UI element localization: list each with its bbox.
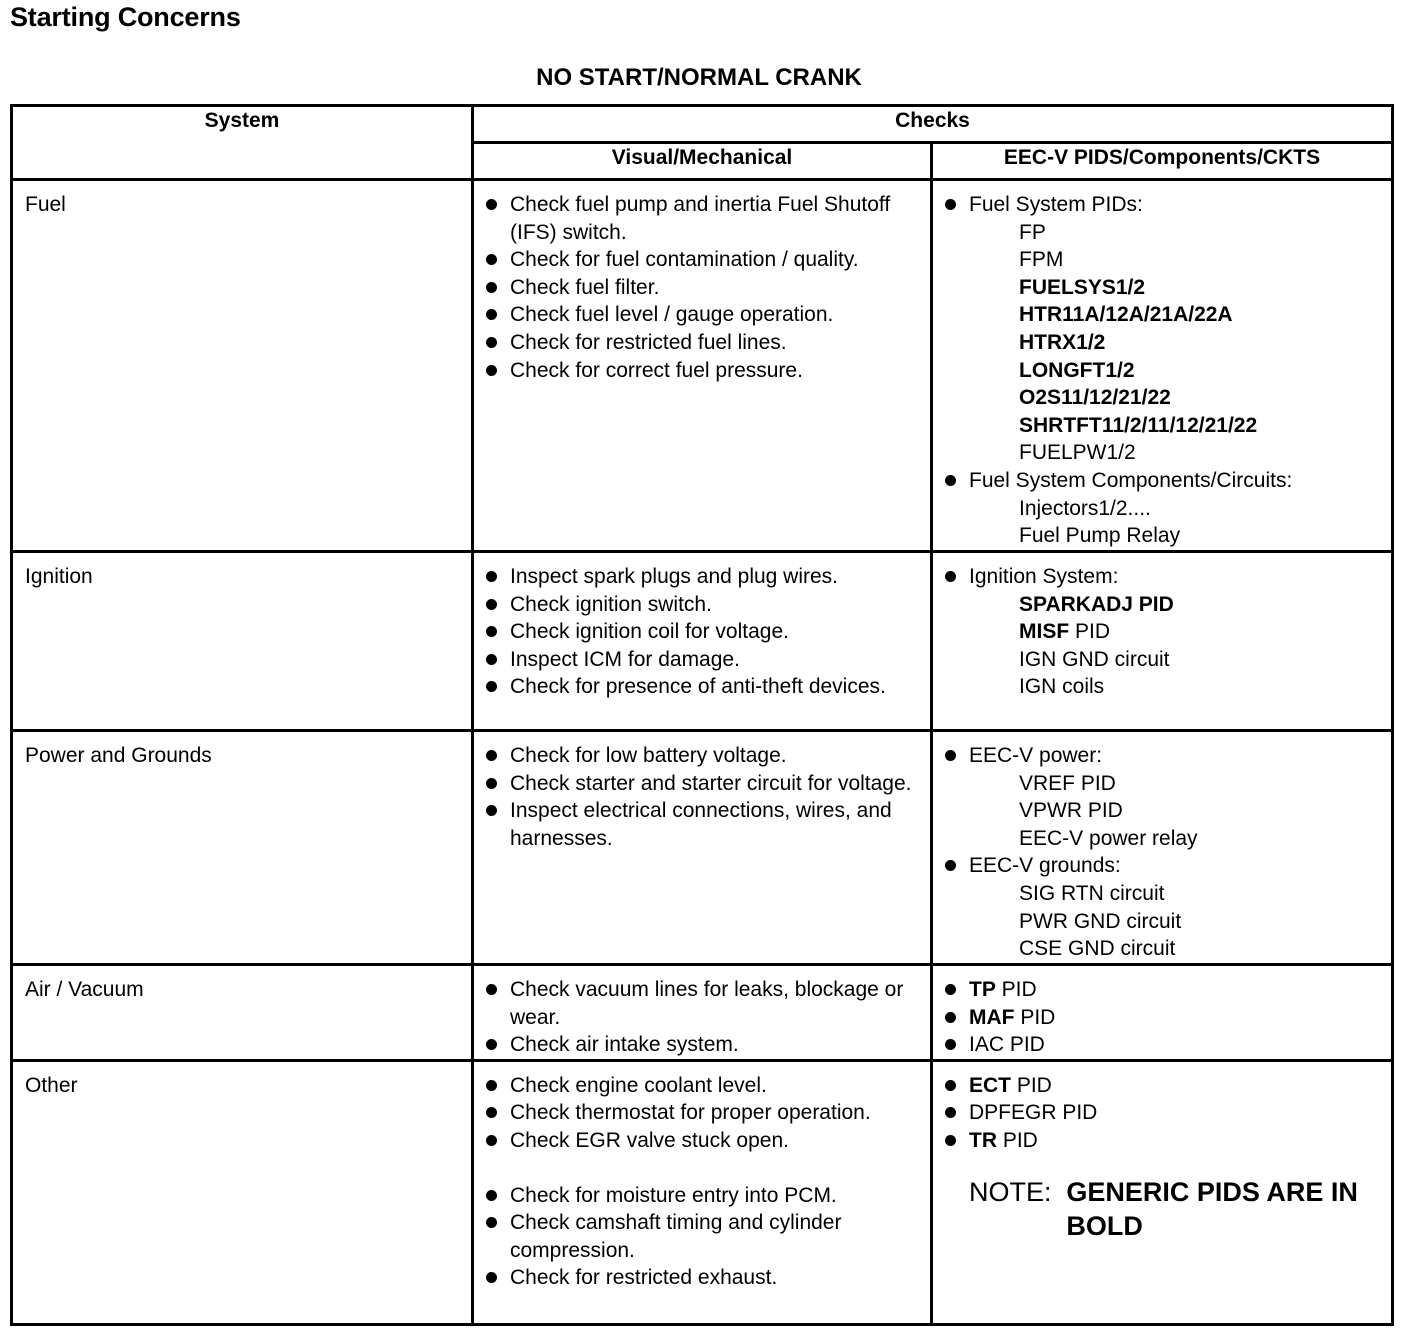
pid-item: FP: [1019, 220, 1046, 244]
eec-cell: [932, 965, 1393, 1061]
pid-item: [943, 1099, 1387, 1127]
eec-cell: [932, 180, 1393, 552]
visual-checks-cell: [473, 1060, 932, 1324]
eec-cell: [932, 1060, 1393, 1324]
checks-header: Checks: [473, 106, 1393, 143]
pid-item: [969, 618, 1387, 646]
pid-item: SPARKADJ PID: [1019, 592, 1174, 616]
spacer: [484, 1155, 924, 1182]
pid-item: [943, 1072, 1387, 1100]
check-item: Check vacuum lines for leaks, blockage or wear.: [484, 976, 924, 1031]
table-row-other: [12, 1060, 1393, 1324]
circuit-item: CSE GND circuit: [1019, 937, 1176, 961]
check-item: Inspect spark plugs and plug wires.: [484, 563, 924, 591]
system-cell: [12, 1060, 473, 1324]
eec-cell: [932, 731, 1393, 965]
note-text: GENERIC PIDS ARE IN BOLD: [1066, 1176, 1358, 1241]
pid-name: TP: [969, 978, 996, 1001]
eec-group-label: Ignition System:: [969, 565, 1119, 588]
check-item: Check for low battery voltage.: [484, 742, 924, 770]
pid-item: SHRTFT11/2/11/12/21/22: [1019, 413, 1258, 437]
pid-name: MAF: [969, 1005, 1015, 1029]
check-item: Check for fuel contamination / quality.: [484, 246, 924, 274]
system-cell: [12, 731, 473, 965]
pid-item: HTR11A/12A/21A/22A: [1019, 303, 1233, 327]
system-cell: [12, 965, 473, 1061]
system-label: Air / Vacuum: [25, 978, 144, 1001]
check-item: Check for restricted exhaust.: [484, 1264, 924, 1292]
pid-item: [943, 1004, 1387, 1032]
eec-group-label: EEC-V power:: [969, 744, 1103, 767]
check-item: Check camshaft timing and cylinder compression.: [484, 1209, 924, 1264]
note-label: NOTE:: [969, 1176, 1052, 1207]
pid-name: ECT: [969, 1073, 1011, 1097]
check-item: Check for correct fuel pressure.: [484, 357, 924, 385]
system-header: System: [12, 106, 473, 180]
eec-pids-header: EEC-V PIDS/Components/CKTS: [932, 143, 1393, 180]
eec-group-label: EEC-V grounds:: [969, 854, 1121, 878]
eec-group-label: Fuel System PIDs:: [969, 193, 1143, 216]
pid-item: [943, 976, 1387, 1004]
check-item: Check ignition coil for voltage.: [484, 618, 924, 646]
system-label: Power and Grounds: [25, 744, 212, 767]
table-row-power-grounds: [12, 731, 1393, 965]
pid-suffix: PID: [997, 1128, 1038, 1152]
table-row-ignition: [12, 552, 1393, 731]
eec-cell: [932, 552, 1393, 731]
visual-mechanical-header: Visual/Mechanical: [473, 143, 932, 180]
check-item: Check starter and starter circuit for voltage.: [484, 770, 924, 798]
check-item: Inspect electrical connections, wires, and harnesses.: [484, 797, 924, 852]
pid-item: FUELSYS1/2: [1019, 275, 1146, 299]
visual-checks-cell: [473, 731, 932, 965]
visual-checks-cell: [473, 965, 932, 1061]
starting-concerns-table: [10, 104, 1394, 1326]
pid-suffix: IAC PID: [969, 1033, 1045, 1057]
check-item: Inspect ICM for damage.: [484, 646, 924, 674]
system-label: Ignition: [25, 565, 93, 588]
pid-item: LONGFT1/2: [1019, 358, 1135, 382]
pid-suffix: PID: [1069, 620, 1111, 644]
check-item: Check for presence of anti-theft devices.: [484, 673, 924, 701]
circuit-item: SIG RTN circuit: [1019, 881, 1165, 905]
eec-group-label: Fuel System Components/Circuits:: [969, 468, 1293, 492]
component-item: EEC-V power relay: [1019, 826, 1198, 850]
check-item: Check fuel filter.: [484, 274, 924, 302]
eec-group: [943, 467, 1387, 550]
component-item: IGN coils: [1019, 675, 1105, 699]
system-cell: [12, 552, 473, 731]
pid-suffix: PID: [995, 978, 1037, 1001]
pid-name: TR: [969, 1128, 997, 1152]
pid-item: O2S11/12/21/22: [1019, 386, 1171, 410]
check-item: Check for restricted fuel lines.: [484, 329, 924, 357]
visual-checks-cell: [473, 552, 932, 731]
system-label: Fuel: [25, 193, 66, 216]
check-item: Check ignition switch.: [484, 591, 924, 619]
check-item: Check air intake system.: [484, 1031, 924, 1059]
pid-item: VREF PID: [1019, 771, 1116, 795]
check-item: Check EGR valve stuck open.: [484, 1127, 924, 1155]
generic-pids-note: [943, 1175, 1387, 1243]
system-cell: [12, 180, 473, 552]
pid-item: [943, 1127, 1387, 1155]
check-item: Check fuel level / gauge operation.: [484, 301, 924, 329]
page-title: Starting Concerns: [10, 2, 241, 32]
pid-suffix: DPFEGR PID: [969, 1101, 1098, 1125]
check-item: Check for moisture entry into PCM.: [484, 1182, 924, 1210]
component-item: Injectors1/2....: [1019, 496, 1151, 520]
check-item: Check fuel pump and inertia Fuel Shutoff (IFS) switch.: [484, 191, 924, 246]
circuit-item: PWR GND circuit: [1019, 909, 1182, 933]
pid-item: VPWR PID: [1019, 799, 1123, 823]
eec-group: [943, 191, 1387, 467]
circuit-item: IGN GND circuit: [1019, 647, 1170, 671]
check-item: Check engine coolant level.: [484, 1072, 924, 1100]
pid-item: FUELPW1/2: [1019, 441, 1136, 465]
pid-item: FPM: [1019, 248, 1064, 272]
system-label: Other: [25, 1073, 78, 1097]
pid-name: MISF: [1019, 620, 1070, 644]
eec-group: [943, 852, 1387, 962]
pid-suffix: PID: [1011, 1073, 1052, 1097]
visual-checks-cell: [473, 180, 932, 552]
table-row-air-vacuum: [12, 965, 1393, 1061]
eec-group: [943, 563, 1387, 701]
component-item: Fuel Pump Relay: [1019, 524, 1181, 548]
pid-suffix: PID: [1014, 1005, 1056, 1029]
pid-item: [943, 1031, 1387, 1059]
pid-item: HTRX1/2: [1019, 330, 1106, 354]
table-row-fuel: [12, 180, 1393, 552]
table-title: NO START/NORMAL CRANK: [536, 64, 862, 91]
check-item: Check thermostat for proper operation.: [484, 1099, 924, 1127]
eec-group: [943, 742, 1387, 852]
